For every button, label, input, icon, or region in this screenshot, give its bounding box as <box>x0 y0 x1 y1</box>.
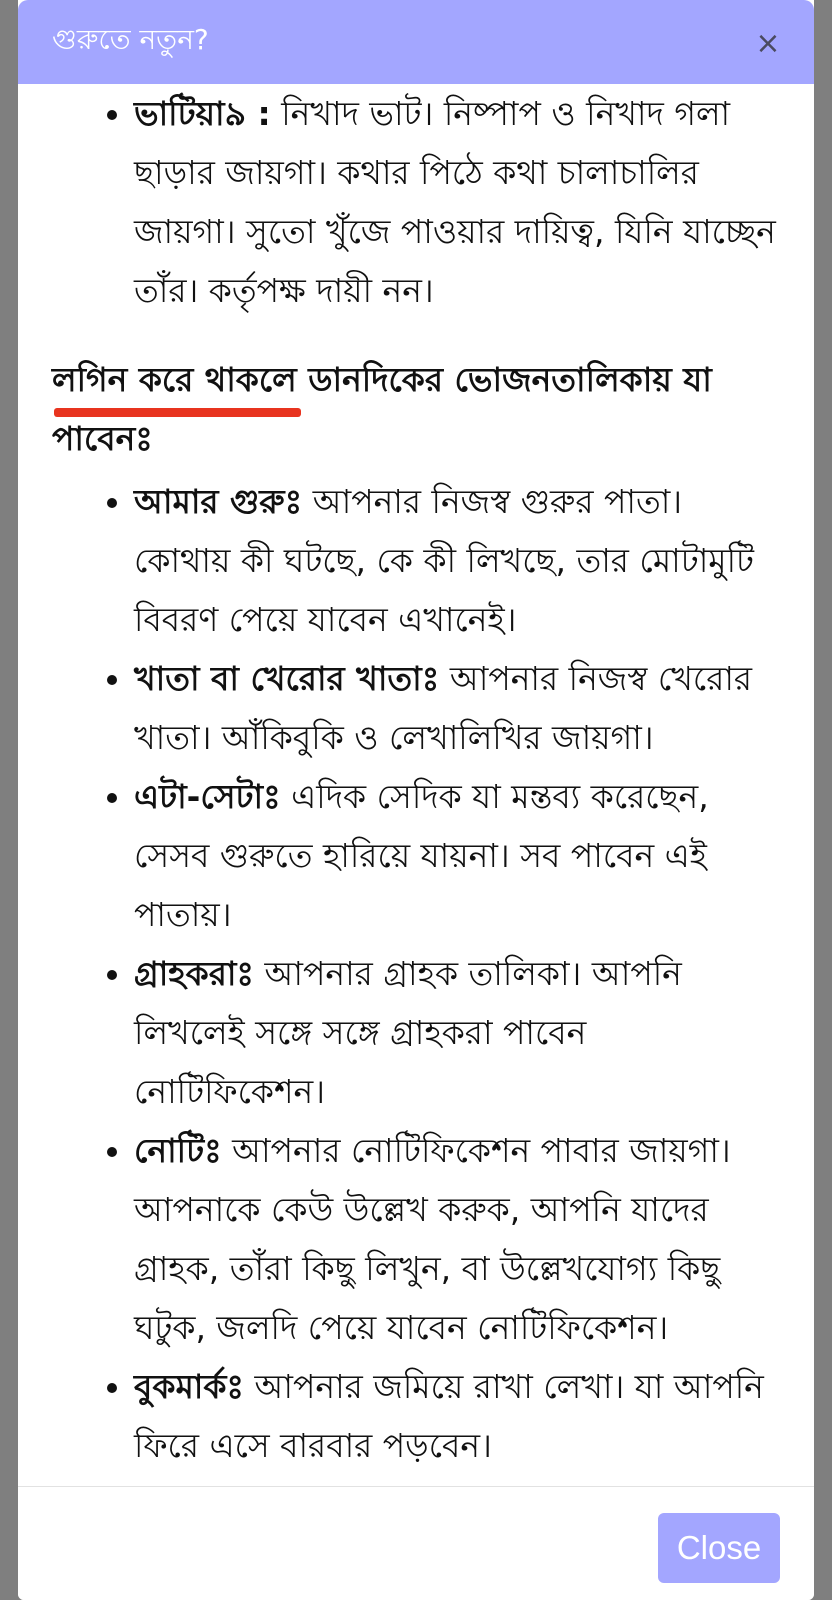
item-text: এদিক সেদিক যা মন্তব্য করেছেন, সেসব গুরুতে হারিয়ে যায়না। সব পাবেন এই পাতায়। <box>134 777 709 934</box>
item-text: আপনার নোটিফিকেশন পাবার জায়গা। আপনাকে কেউ উল্লেখ করুক, আপনি যাদের গ্রাহক, তাঁরা কিছু লিখুন, বা উল্লেখযোগ্য কিছু ঘটুক, জলদি পেয়ে যাবেন নোটিফিকেশন। <box>134 1131 731 1347</box>
list-item <box>134 767 782 944</box>
list-item <box>134 84 782 320</box>
close-icon[interactable]: × <box>755 26 781 61</box>
list-item <box>134 649 782 767</box>
item-text: আপনার নিজস্ব খেরোর খাতা। আঁকিবুকি ও লেখালিখির জায়গা। <box>134 659 753 757</box>
welcome-modal <box>18 0 814 1600</box>
item-term: খাতা বা খেরোর খাতাঃ <box>134 659 440 698</box>
item-text: আপনার গ্রাহক তালিকা। আপনি লিখলেই সঙ্গে সঙ্গে গ্রাহকরা পাবেন নোটিফিকেশন। <box>134 954 682 1111</box>
modal-header <box>18 0 814 84</box>
item-text: আপনার জমিয়ে রাখা লেখা। যা আপনি ফিরে এসে বারবার পড়বেন। <box>134 1367 764 1465</box>
item-term: বুকমার্কঃ <box>134 1367 245 1406</box>
list-item <box>134 1357 782 1475</box>
modal-title: গুরুতে নতুন? <box>52 23 209 56</box>
item-term: গ্রাহকরাঃ <box>134 954 255 993</box>
modal-body[interactable] <box>18 84 814 1486</box>
item-term: এটা-সেটাঃ <box>134 777 281 816</box>
close-button[interactable]: Close <box>658 1513 780 1583</box>
item-text: নিখাদ ভাট। নিষ্পাপ ও নিখাদ গলা ছাড়ার জায়গা। কথার পিঠে কথা চালাচালির জায়গা। সুতো খুঁজে পাওয়ার দায়িত্ব, যিনি যাচ্ছেন তাঁর। কর্তৃপক্ষ দায়ী নন। <box>134 94 776 310</box>
item-term: ভাটিয়া৯ : <box>134 94 271 133</box>
list-item <box>134 944 782 1121</box>
intro-list <box>52 84 782 320</box>
heading-rest: ডানদিকের ভোজনতালিকায় যা পাবেনঃ <box>52 360 712 458</box>
list-item <box>134 1121 782 1357</box>
feature-list <box>52 472 782 1475</box>
list-item <box>134 472 782 649</box>
heading-underlined: লগিন করে থাকলে <box>52 350 297 409</box>
item-term: নোটিঃ <box>134 1131 222 1170</box>
section-heading <box>52 350 782 468</box>
item-text: আপনার নিজস্ব গুরুর পাতা। কোথায় কী ঘটছে, কে কী লিখছে, তার মোটামুটি বিবরণ পেয়ে যাবেন এখানেই। <box>134 482 755 639</box>
item-term: আমার গুরুঃ <box>134 482 303 521</box>
modal-footer <box>18 1486 814 1600</box>
